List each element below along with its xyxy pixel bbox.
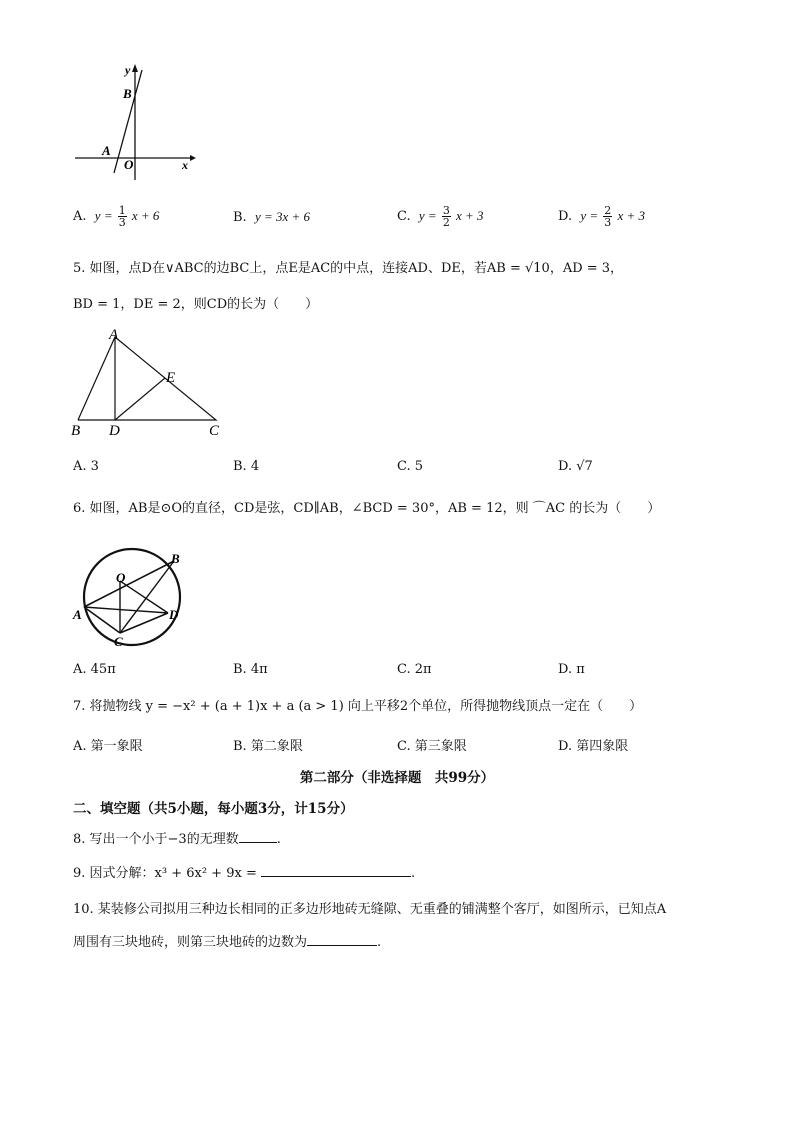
q10-answer-blank[interactable] xyxy=(307,933,377,946)
q4-line-graph xyxy=(72,58,197,183)
q6-option-c[interactable]: C. 2π xyxy=(397,662,432,677)
q4-option-b[interactable]: B. y = 3x + 6 xyxy=(233,209,311,225)
label-E: E xyxy=(166,370,176,386)
q7-option-c[interactable]: C. 第三象限 xyxy=(397,739,467,754)
label-B: B xyxy=(123,86,132,101)
y-axis-arrow xyxy=(132,64,138,72)
q5-triangle-figure xyxy=(68,325,233,440)
label-C: C xyxy=(209,423,220,439)
q6-option-d[interactable]: D. π xyxy=(558,662,585,677)
q6-option-b[interactable]: B. 4π xyxy=(233,662,268,677)
q4-option-a[interactable]: A. y = $\frac{1}{3}$ x + 6 xyxy=(73,204,160,229)
q8-answer-blank[interactable] xyxy=(239,830,277,843)
q5-stem-line2: BD = 1，DE = 2，则CD的长为（ ） xyxy=(73,297,319,312)
q7-stem: 7. 将抛物线 y = −x² + (a + 1)x + a (a > 1) 向上平移2个单位，所得抛物线顶点一定在（ ） xyxy=(73,699,643,714)
q6-option-a[interactable]: A. 45π xyxy=(73,662,116,677)
q5-option-a[interactable]: A. 3 xyxy=(73,459,99,474)
q10-stem-line2: 周围有三块地砖，则第三块地砖的边数为 . xyxy=(73,935,382,950)
x-axis-arrow xyxy=(190,155,196,161)
q5-option-c[interactable]: C. 5 xyxy=(397,459,424,474)
q6-stem: 6. 如图，AB是⊙O的直径，CD是弦，CD∥AB，∠BCD = 30°，AB = 12，则 ⌒AC 的长为（ ） xyxy=(73,501,661,516)
fraction: $\frac{2}{3}$ xyxy=(604,204,612,229)
section2-title: 二、填空题（共5小题，每小题3分，计15分） xyxy=(73,801,354,817)
label-x: x xyxy=(182,158,188,172)
label-A: A xyxy=(73,607,82,622)
label-B: B xyxy=(171,551,180,566)
q7-option-a[interactable]: A. 第一象限 xyxy=(73,739,143,754)
fraction: $\frac{3}{2}$ xyxy=(442,204,450,229)
label-D: D xyxy=(109,423,120,439)
label-B: B xyxy=(71,423,81,439)
q5-option-b[interactable]: B. 4 xyxy=(233,459,260,474)
fraction: $\frac{1}{3}$ xyxy=(118,204,126,229)
part2-title: 第二部分（非选择题 共99分） xyxy=(299,770,495,786)
q7-option-b[interactable]: B. 第二象限 xyxy=(233,739,303,754)
label-O: O xyxy=(124,157,134,172)
q9-answer-blank[interactable] xyxy=(261,864,411,877)
q8-question: 8. 写出一个小于−3的无理数 . xyxy=(73,832,281,847)
q10-stem-line1: 10. 某装修公司拟用三种边长相同的正多边形地砖无缝隙、无重叠的铺满整个客厅，如图所示，已知点A xyxy=(73,902,667,917)
q9-question: 9. 因式分解：x³ + 6x² + 9x = . xyxy=(73,866,416,881)
q4-option-d[interactable]: D. y = $\frac{2}{3}$ x + 3 xyxy=(558,204,645,229)
label-D: D xyxy=(169,607,179,622)
label-A: A xyxy=(102,143,111,158)
q6-circle-figure xyxy=(70,545,195,650)
q5-stem-line1: 5. 如图，点D在∨ABC的边BC上，点E是AC的中点，连接AD、DE，若AB = √10，AD = 3， xyxy=(73,261,624,276)
label-A: A xyxy=(109,327,119,343)
label-C: C xyxy=(114,634,123,649)
q5-option-d[interactable]: D. √7 xyxy=(558,459,593,474)
label-y: y xyxy=(125,63,131,77)
label-O: O xyxy=(116,570,126,585)
q7-option-d[interactable]: D. 第四象限 xyxy=(558,739,629,754)
q4-option-c[interactable]: C. y = $\frac{3}{2}$ x + 3 xyxy=(397,204,484,229)
